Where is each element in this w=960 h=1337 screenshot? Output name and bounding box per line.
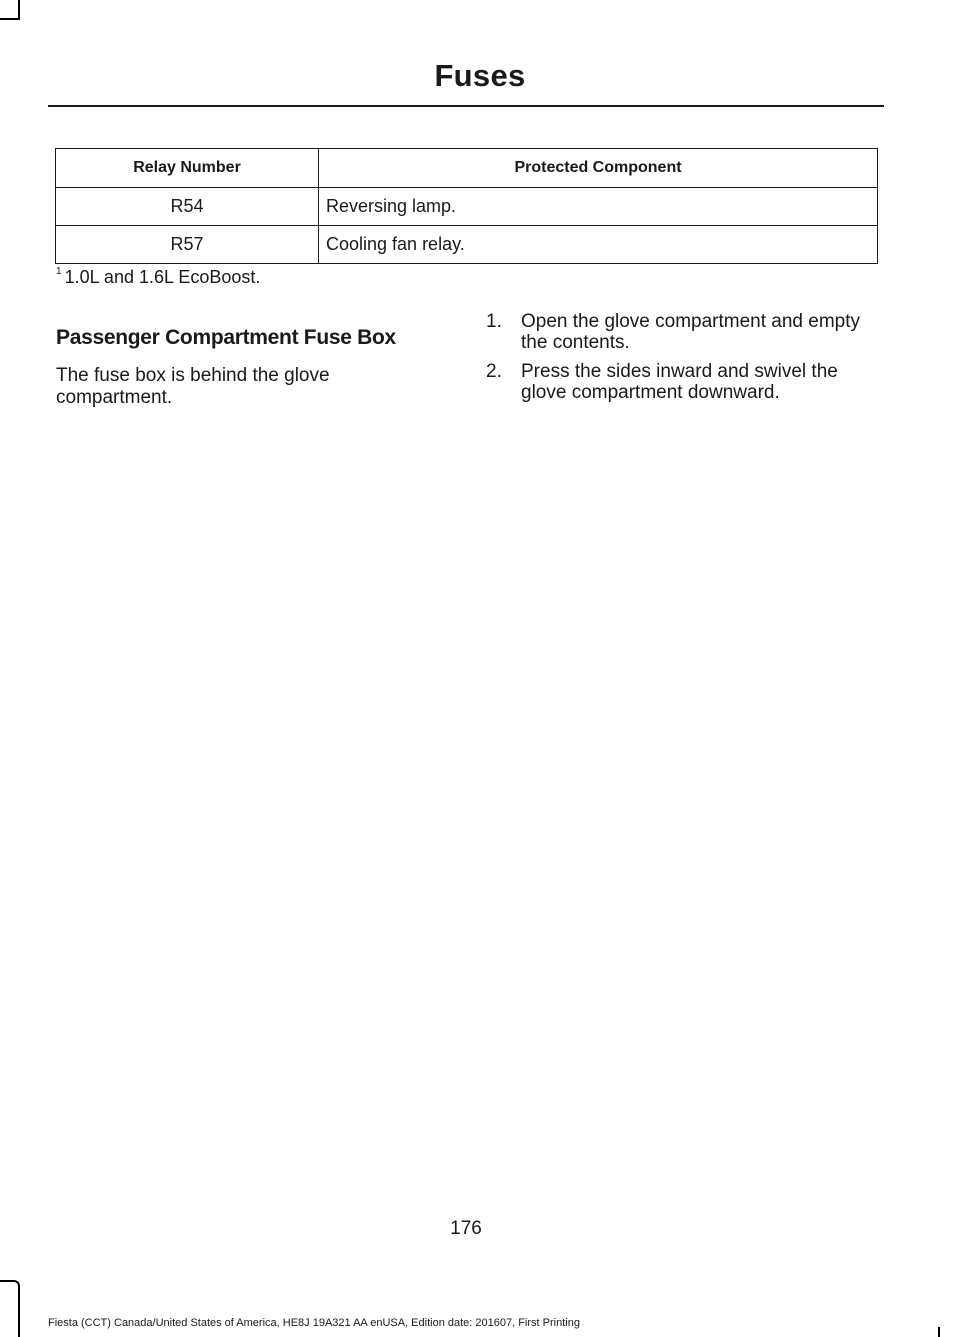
column-header-relay-number: Relay Number [56, 149, 319, 188]
table-footnote [56, 266, 260, 288]
table-header-row [56, 149, 878, 188]
crop-mark-top-left-horizontal [0, 18, 20, 20]
crop-mark-bottom-left [0, 1280, 20, 1337]
crop-mark-bottom-right [938, 1327, 940, 1337]
page-number: 176 [450, 1218, 482, 1239]
relay-table [55, 148, 878, 264]
table-row [56, 226, 878, 264]
relay-number-cell: R54 [56, 188, 319, 226]
step-text: Press the sides inward and swivel the glove compartment downward. [521, 361, 838, 403]
section-body-text: The fuse box is behind the glove compartment. [56, 365, 330, 408]
footnote-marker: 1 [56, 266, 62, 277]
step-text: Open the glove compartment and empty the contents. [521, 311, 861, 353]
step-number: 1. [486, 311, 502, 332]
list-item [486, 311, 886, 353]
protected-component-cell: Cooling fan relay. [319, 226, 878, 264]
section-heading: Passenger Compartment Fuse Box [56, 326, 396, 349]
instruction-steps [486, 311, 886, 411]
relay-number-cell: R57 [56, 226, 319, 264]
column-header-protected-component: Protected Component [319, 149, 878, 188]
crop-mark-top-left-vertical [18, 0, 20, 20]
footer-edition-text: Fiesta (CCT) Canada/United States of America, HE8J 19A321 AA enUSA, Edition date: 201607, First Printing [48, 1317, 580, 1329]
table-row [56, 188, 878, 226]
header-divider [48, 105, 884, 107]
step-number: 2. [486, 361, 502, 382]
footnote-text: 1.0L and 1.6L EcoBoost. [64, 267, 261, 287]
protected-component-cell: Reversing lamp. [319, 188, 878, 226]
list-item [486, 361, 886, 403]
page-title: Fuses [434, 58, 526, 93]
